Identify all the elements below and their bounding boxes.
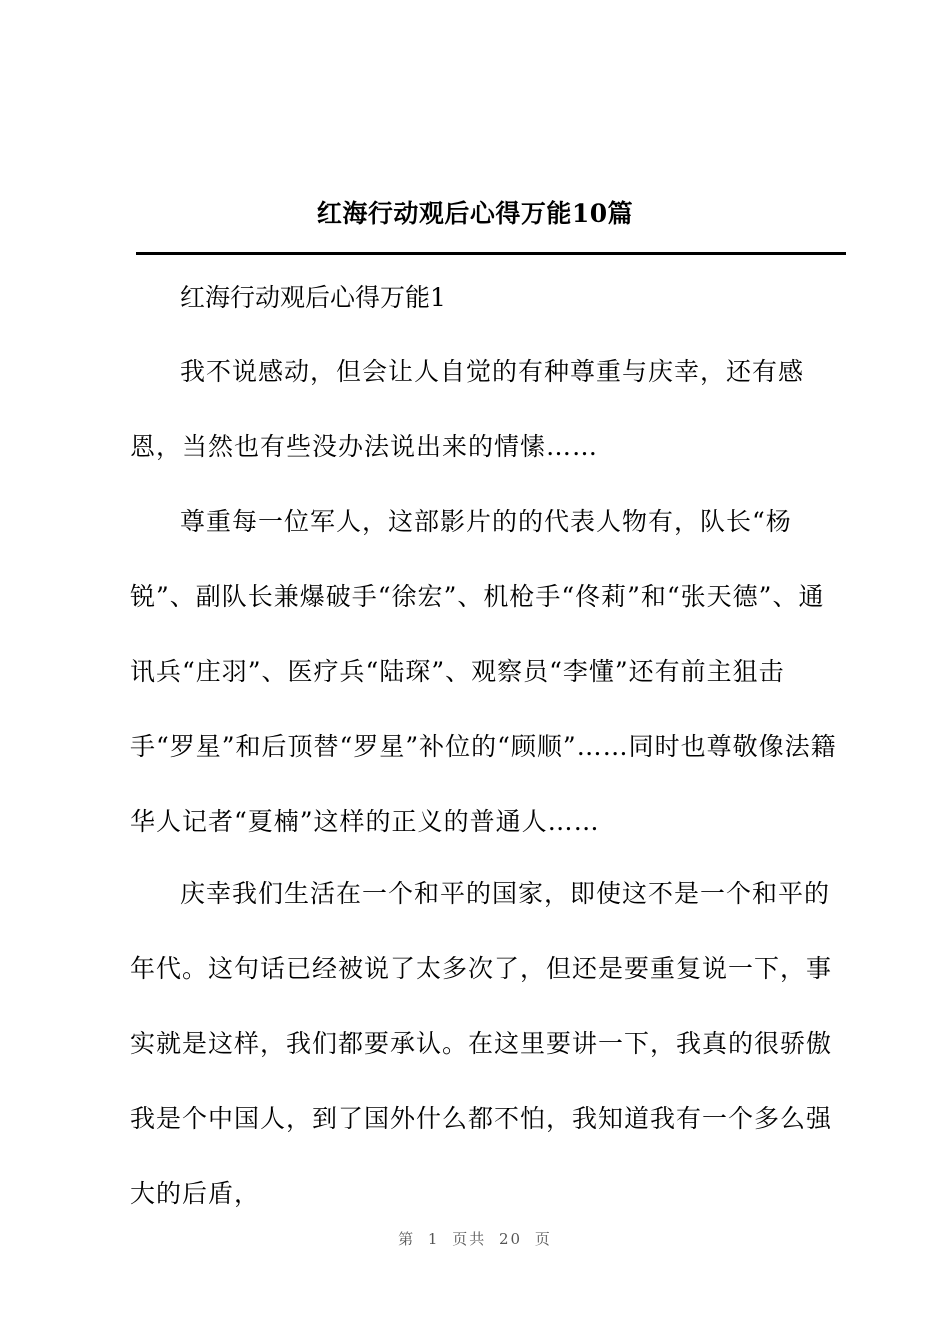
paragraph-1: 我不说感动，但会让人自觉的有种尊重与庆幸，还有感恩，当然也有些没办法说出来的情愫…… [130, 357, 805, 461]
paragraph-2: 尊重每一位军人，这部影片的的代表人物有，队长“杨锐”、副队长兼爆破手“徐宏”、机枪手“佟莉”和“张天德”、通讯兵“庄羽”、医疗兵“陆琛”、观察员“李懂”还有前主狙击手“罗星”和后顶替“罗星”补位的“顾顺”……同时也尊敬像法籍华人记者“夏楠”这样的正义的普通人…… [130, 507, 837, 836]
page-number-footer: 第 1 页共 20 页 [398, 1230, 552, 1248]
title-divider [136, 252, 846, 255]
section-heading: 红海行动观后心得万能1 [180, 283, 446, 312]
paragraph-3: 庆幸我们生活在一个和平的国家，即使这不是一个和平的年代。这句话已经被说了太多次了，但还是要重复说一下，事实就是这样，我们都要承认。在这里要讲一下，我真的很骄傲我是个中国人，到了国外什么都不怕，我知道我有一个多么强大的后盾， [130, 879, 833, 1208]
document-title: 红海行动观后心得万能10篇 [316, 199, 634, 228]
